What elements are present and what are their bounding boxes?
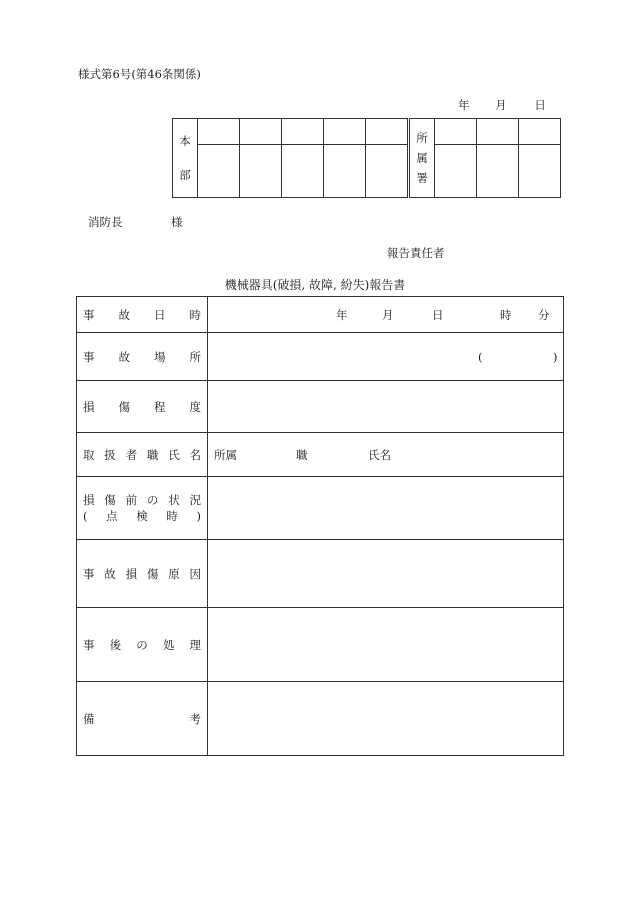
handler-affiliation-label: 所属 — [214, 447, 237, 462]
pre-damage-condition-field[interactable] — [208, 477, 564, 540]
cause-field[interactable] — [208, 540, 564, 608]
table-row — [77, 682, 564, 756]
remarks-field[interactable] — [208, 682, 564, 756]
aftermath-label: 事後の処理 — [77, 608, 208, 682]
remarks-label: 備考 — [77, 682, 208, 756]
accident-datetime-label: 事故日時 — [77, 297, 208, 333]
accident-location-label: 事故場所 — [77, 333, 208, 381]
stamp-cell[interactable] — [282, 145, 324, 198]
form-number: 様式第6号(第46条関係) — [78, 67, 201, 81]
accident-minute-label: 分 — [538, 307, 550, 322]
table-row — [77, 540, 564, 608]
table-row — [77, 297, 564, 333]
location-paren-open: ( — [478, 349, 483, 364]
table-row — [77, 608, 564, 682]
stamp-cell[interactable] — [519, 145, 561, 198]
stamp-cell[interactable] — [435, 145, 477, 198]
handler-name-field[interactable] — [208, 433, 564, 477]
document-title: 機械器具(破損, 故障, 紛失)報告書 — [224, 278, 406, 292]
stamp-cell[interactable] — [240, 119, 282, 145]
accident-year-label: 年 — [336, 307, 348, 322]
stamp-cell[interactable] — [519, 119, 561, 145]
report-table — [76, 296, 564, 756]
stamp-cell[interactable] — [366, 119, 409, 145]
table-row — [77, 433, 564, 477]
stamp-cell[interactable] — [324, 119, 366, 145]
handler-name-sublabel: 氏名 — [368, 447, 391, 462]
stamp-cell[interactable] — [198, 119, 240, 145]
stamp-cell[interactable] — [324, 145, 366, 198]
accident-day-label: 日 — [432, 307, 444, 322]
hq-label: 本 部 — [173, 119, 198, 198]
table-row — [77, 477, 564, 540]
cause-label: 事故損傷原因 — [77, 540, 208, 608]
accident-datetime-field[interactable] — [208, 297, 564, 333]
stamp-cell[interactable] — [366, 145, 409, 198]
location-paren-close: ) — [553, 349, 558, 364]
reporter-label: 報告責任者 — [387, 246, 445, 260]
stamp-cell[interactable] — [198, 145, 240, 198]
report-date — [458, 97, 546, 113]
handler-position-label: 職 — [296, 447, 308, 462]
stamp-cell[interactable] — [477, 145, 519, 198]
damage-extent-field[interactable] — [208, 381, 564, 433]
stamp-cell[interactable] — [477, 119, 519, 145]
handler-name-label: 取扱者職氏名 — [77, 433, 208, 477]
damage-extent-label: 損傷程度 — [77, 381, 208, 433]
addressee-honorific: 様 — [171, 215, 183, 229]
date-year-label: 年 — [458, 98, 470, 112]
stamp-cell[interactable] — [435, 119, 477, 145]
stamp-cell[interactable] — [240, 145, 282, 198]
date-month-label: 月 — [495, 98, 507, 112]
station-label: 所 属 署 — [409, 119, 435, 198]
pre-damage-condition-label: 損傷前の状況 (点検時) — [77, 477, 208, 540]
accident-location-field[interactable] — [208, 333, 564, 381]
stamp-cell[interactable] — [282, 119, 324, 145]
addressee-title: 消防長 — [88, 215, 123, 229]
date-day-label: 日 — [534, 98, 546, 112]
table-row — [77, 381, 564, 433]
accident-hour-label: 時 — [500, 307, 512, 322]
aftermath-field[interactable] — [208, 608, 564, 682]
accident-month-label: 月 — [382, 307, 394, 322]
table-row — [77, 333, 564, 381]
approval-stamp-box — [172, 118, 561, 198]
